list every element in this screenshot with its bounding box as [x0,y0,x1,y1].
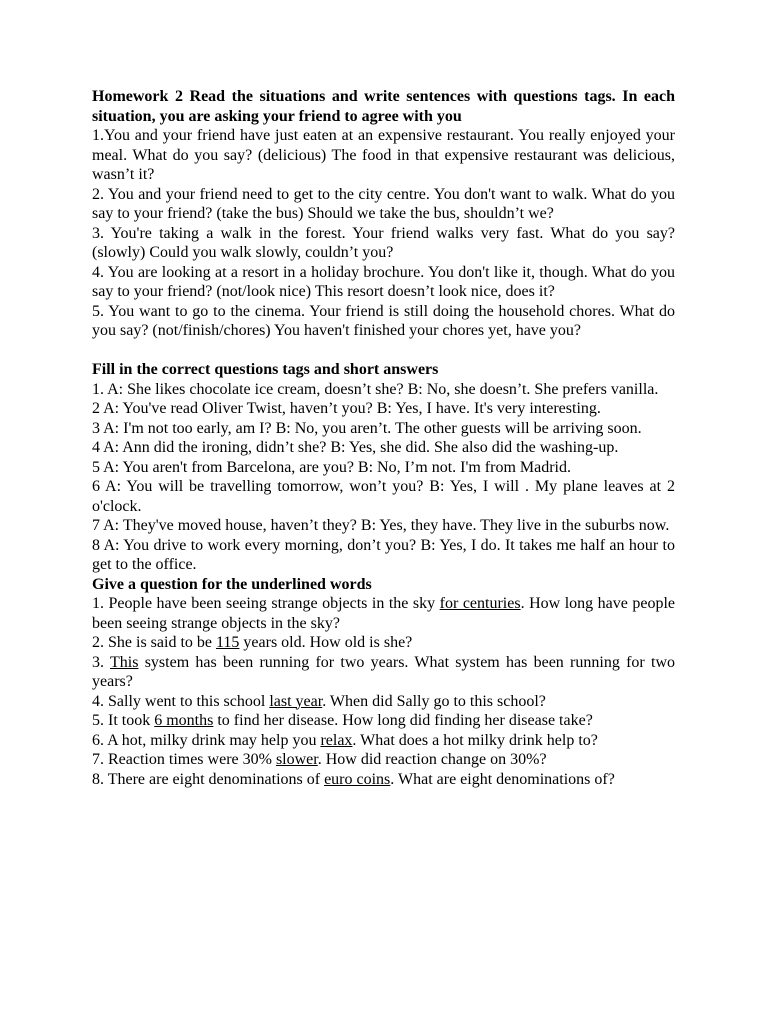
section2-item: 1. A: She likes chocolate ice cream, doesn’t she? B: No, she doesn’t. She prefers vanilla. [92,380,659,398]
section2-item: 3 A: I'm not too early, am I? B: No, you aren’t. The other guests will be arriving soon. [92,419,642,437]
section1-item: 4. You are looking at a resort in a holiday brochure. You don't like it, though. What do you say to your friend? (not/look nice) This resort doesn’t look nice, does it? [92,263,675,300]
item-text: to find her disease. How long did finding her disease take? [213,712,593,729]
item-text: years old. How old is she? [239,634,413,651]
section3-item [92,770,675,790]
section2-item: 6 A: You will be travelling tomorrow, won’t you? B: Yes, I will . My plane leaves at 2 o'clock. [92,478,675,515]
section2-item: 4 A: Ann did the ironing, didn’t she? B: Yes, she did. She also did the washing-up. [92,439,619,456]
section3-item [92,731,675,751]
underlined-words: 6 months [154,712,214,729]
item-text: system has been running for two years. What system has been running for two years? [92,653,675,690]
section2-heading: Fill in the correct questions tags and short answers [92,361,439,378]
section3-item [92,633,675,653]
underlined-words: relax [320,731,353,749]
item-text: . When did Sally go to this school? [322,692,546,710]
section1-heading: Homework 2 Read the situations and write sentences with questions tags. In each situation, you are asking your friend to agree with you [92,88,675,125]
underlined-words: 115 [216,634,240,651]
section1-item: 3. You're taking a walk in the forest. Your friend walks very fast. What do you say? (slowly) Could you walk slowly, couldn’t you? [92,224,675,261]
section3-item [92,750,675,770]
section3-item [92,594,675,633]
section3-item [92,692,675,712]
item-text: . What does a hot milky drink help to? [352,731,598,749]
section3-item [92,653,675,692]
section2-item: 5 A: You aren't from Barcelona, are you? B: No, I’m not. I'm from Madrid. [92,458,571,476]
item-text: . How long have people been seeing strange objects in the sky? [92,595,676,632]
section3-heading: Give a question for the underlined words [92,575,372,593]
item-text: 7. Reaction times were 30% [92,751,276,768]
section2-item: 2 A: You've read Oliver Twist, haven’t you? B: Yes, I have. It's very interesting. [92,400,601,417]
document-body [92,87,675,789]
underlined-words: for centuries [439,595,521,612]
underlined-words: slower [275,751,318,768]
item-text: 2. She is said to be [92,634,216,651]
section1-item: 1.You and your friend have just eaten at an expensive restaurant. You really enjoyed your meal. What do you say? (delicious) The food in that expensive restaurant was delicious, wasn’t it? [92,127,675,183]
spacer [92,341,675,361]
item-text: 1. People have been seeing strange objects in the sky [92,595,440,612]
item-text: 6. A hot, milky drink may help you [92,731,321,749]
underlined-words: euro coins [324,770,391,788]
underlined-words: last year [269,692,323,710]
section3-item [92,711,675,731]
item-text: 8. There are eight denominations of [92,770,325,788]
item-text: . What are eight denominations of? [390,770,615,788]
section1-item: 5. You want to go to the cinema. Your friend is still doing the household chores. What do you say? (not/finish/chores) You haven't finished your chores yet, have you? [92,302,675,339]
section2-item: 8 A: You drive to work every morning, don’t you? B: Yes, I do. It takes me half an hour to get to the office. [92,536,675,573]
item-text: 5. It took [92,712,155,729]
underlined-words: This [109,653,139,671]
section2-item: 7 A: They've moved house, haven’t they? B: Yes, they have. They live in the suburbs now. [92,517,670,534]
section1-item: 2. You and your friend need to get to the city centre. You don't want to walk. What do you say to your friend? (take the bus) Should we take the bus, shouldn’t we? [92,185,675,222]
item-text: 4. Sally went to this school [92,692,270,710]
item-text: 3. [92,653,110,671]
item-text: . How did reaction change on 30%? [317,751,547,768]
